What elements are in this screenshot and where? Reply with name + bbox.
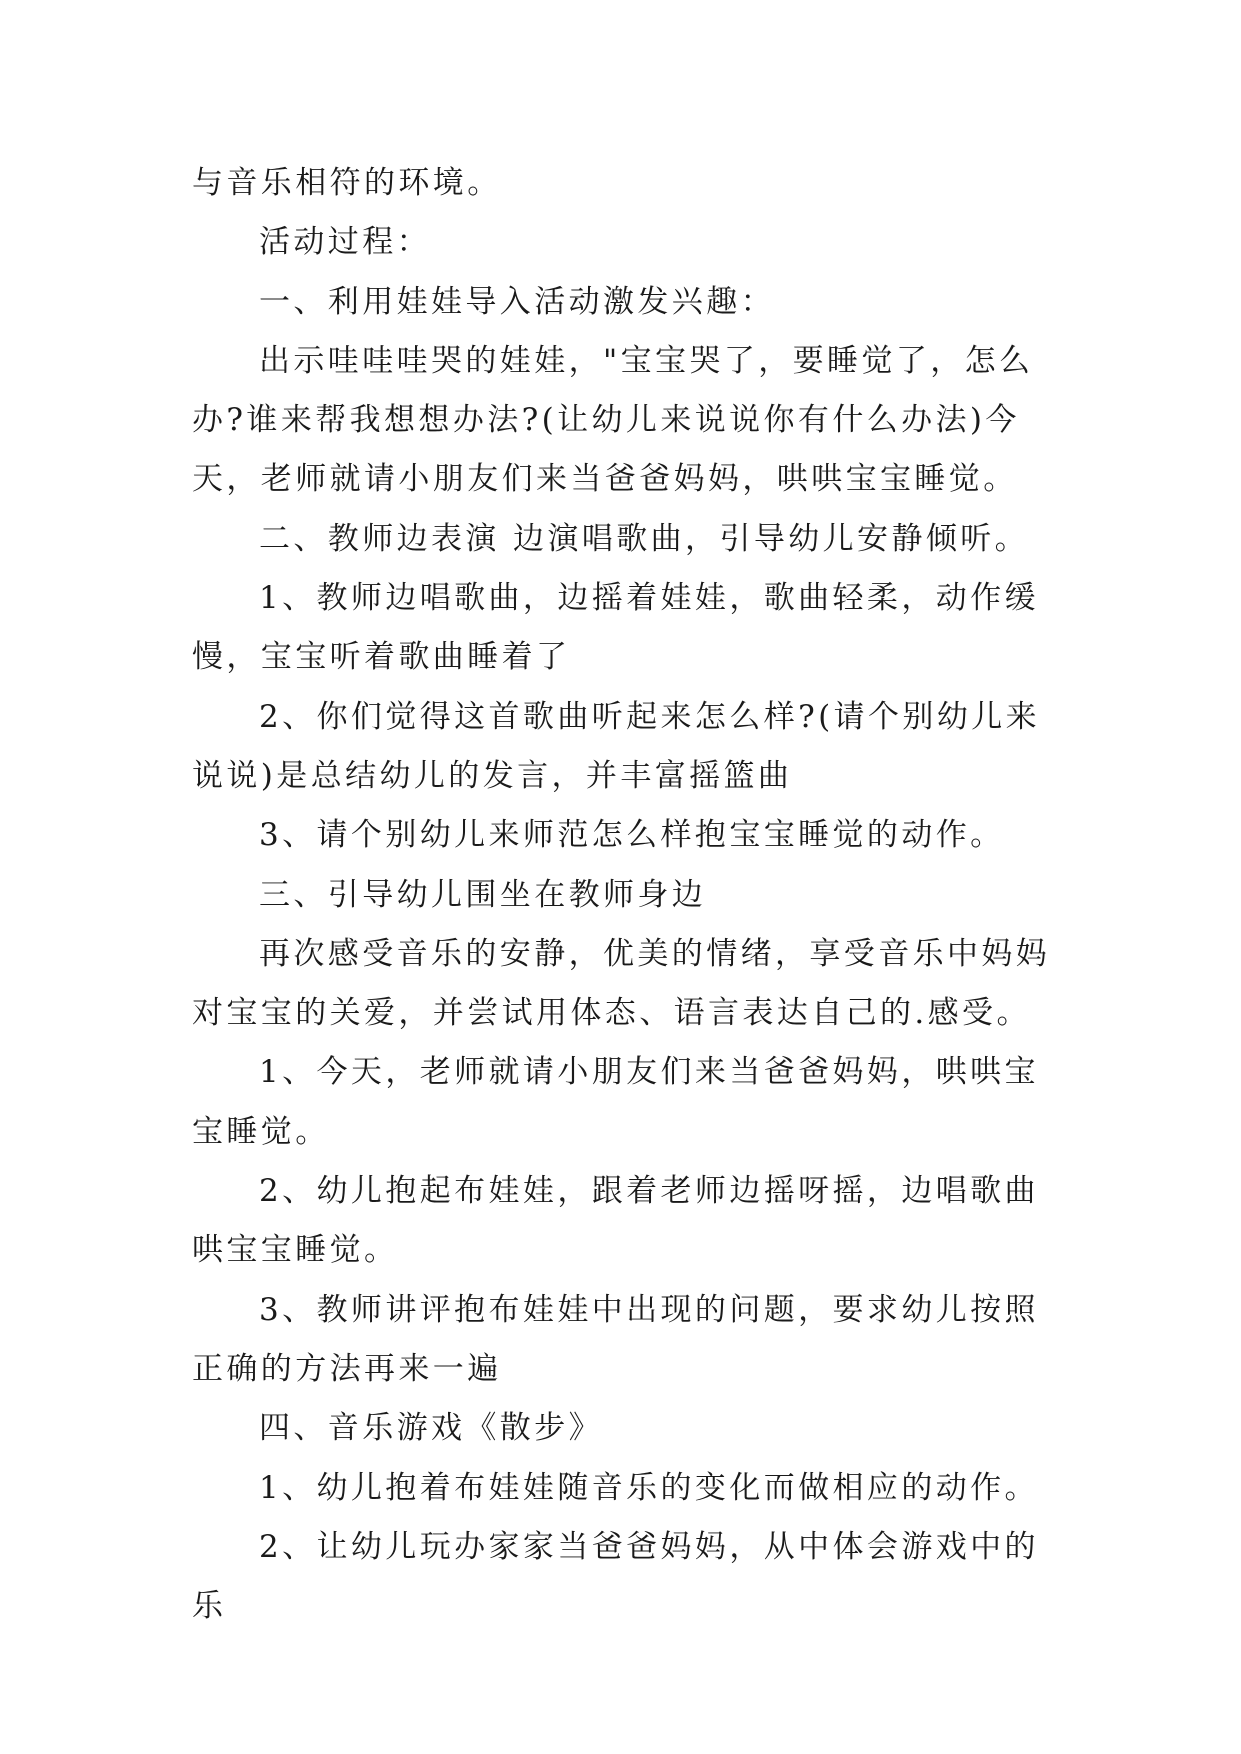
list-item: 2、幼儿抱起布娃娃，跟着老师边摇呀摇，边唱歌曲哄宝宝睡觉。 — [192, 1173, 1039, 1269]
section-heading: 四、音乐游戏《散步》 — [259, 1410, 603, 1447]
document-body — [192, 154, 1054, 1636]
list-item: 1、教师边唱歌曲，边摇着娃娃，歌曲轻柔，动作缓慢，宝宝听着歌曲睡着了 — [192, 580, 1039, 676]
paragraph: 再次感受音乐的安静，优美的情绪，享受音乐中妈妈对宝宝的关爱，并尝试用体态、语言表达自己的.感受。 — [192, 935, 1051, 1032]
list-item: 2、你们觉得这首歌曲听起来怎么样?(请个别幼儿来说说)是总结幼儿的发言，并丰富摇篮曲 — [192, 698, 1041, 794]
list-item: 3、请个别幼儿来师范怎么样抱宝宝睡觉的动作。 — [259, 817, 1005, 854]
section-heading: 一、利用娃娃导入活动激发兴趣： — [259, 283, 775, 320]
paragraph: 活动过程： — [259, 224, 431, 261]
list-item: 3、教师讲评抱布娃娃中出现的问题，要求幼儿按照正确的方法再来一遍 — [192, 1291, 1039, 1387]
list-item: 1、幼儿抱着布娃娃随音乐的变化而做相应的动作。 — [259, 1469, 1039, 1506]
list-item: 1、今天，老师就请小朋友们来当爸爸妈妈，哄哄宝宝睡觉。 — [192, 1054, 1039, 1150]
paragraph: 出示哇哇哇哭的娃娃，"宝宝哭了，要睡觉了，怎么办?谁来帮我想想办法?(让幼儿来说说你有什么办法)今天，老师就请小朋友们来当爸爸妈妈，哄哄宝宝睡觉。 — [192, 342, 1034, 498]
section-heading: 二、教师边表演 边演唱歌曲，引导幼儿安静倾听。 — [259, 520, 1030, 557]
list-item: 2、让幼儿玩办家家当爸爸妈妈，从中体会游戏中的乐 — [192, 1528, 1039, 1625]
paragraph: 与音乐相符的环境。 — [192, 165, 502, 201]
section-heading: 三、引导幼儿围坐在教师身边 — [259, 876, 707, 913]
